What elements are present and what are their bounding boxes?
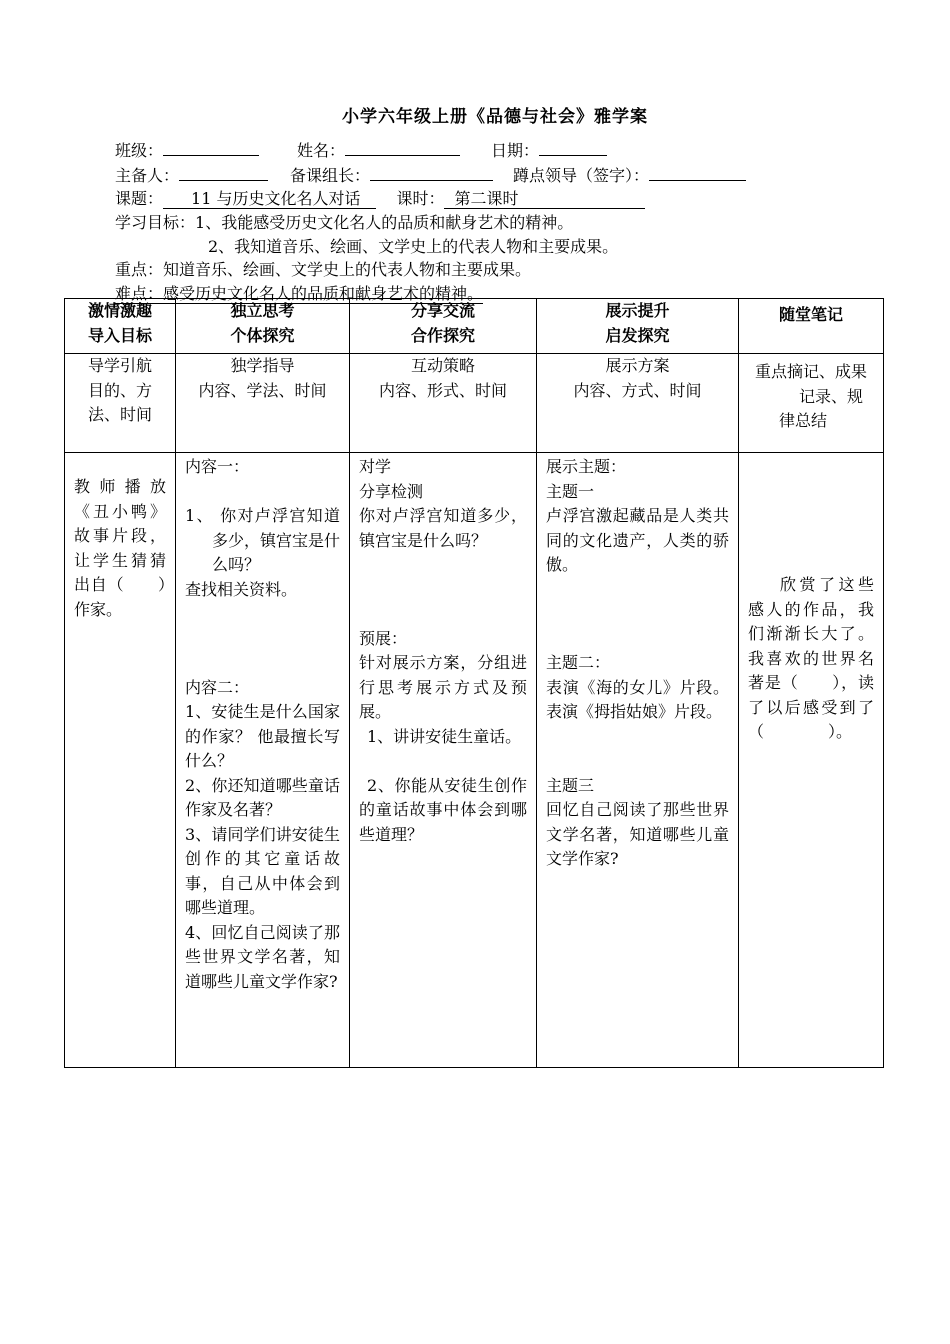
preview-item-2: 2、你能从安徒生创作的童话故事中体会到哪些道理？ [359,775,527,844]
share-label: 对学 [359,457,392,476]
subheader-col-3: 互动策略 内容、形式、时间 [350,354,537,453]
preview-label: 预展： [359,628,408,648]
period-value: 第二课时 [444,189,644,209]
content-2-q1: 1、安徒生是什么国家的作家？ 他最擅长写什么？ [185,702,340,770]
period-label: 课时： [396,189,445,208]
table-body-row [65,453,884,1068]
page-title: 小学六年级上册《品德与社会》雅学案 [342,107,648,127]
table-header-row [65,299,884,354]
preview-item-1: 1、讲讲安徒生童话。 [367,726,522,746]
topic-2-label: 主题二： [546,653,611,672]
content-2-q4: 4、回忆自己阅读了那些世界文学名著，知道哪些儿童文学作家? [185,922,340,991]
name-label: 姓名： [297,141,346,160]
goals-label: 学习目标： [115,213,196,232]
body-col-1 [65,453,176,1068]
preparer-blank [179,164,268,181]
class-label: 班级： [115,141,164,160]
body-col-3 [350,453,537,1068]
date-blank [539,139,607,156]
preparer-label: 主备人： [115,166,180,185]
name-blank [345,139,460,156]
body-col-5 [739,453,884,1068]
content-2-title: 内容二： [185,677,250,697]
key-point: 重点：知道音乐、绘画、文学史上的代表人物和主要成果。 [115,260,532,279]
header-col-3: 分享交流 合作探究 [350,299,537,354]
content-2-q3: 3、请同学们讲安徒生创作的其它童话故事，自己从中体会到哪些道理。 [185,824,340,917]
topic-2-text: 表演《海的女儿》片段。表演《拇指姑娘》片段。 [546,677,729,721]
group-leader-label: 备课组长： [290,166,371,185]
topic-1-text: 卢浮宫激起藏品是人类共同的文化遗产，人类的骄傲。 [546,506,729,574]
supervisor-blank [649,164,746,181]
goal-1: 1、我能感受历史文化名人的品质和献身艺术的精神。 [195,213,574,232]
group-leader-blank [370,164,493,181]
goal-2: 2、我知道音乐、绘画、文学史上的代表人物和主要成果。 [208,237,619,256]
preview-text: 针对展示方案，分组进行思考展示方式及预展。 [359,653,527,721]
notes-text: 欣赏了这些感人的作品，我们渐渐长大了。我喜欢的世界名著是（ ），读了以后感受到了（ ）。 [748,575,874,741]
body-col-4 [537,453,739,1068]
header-col-4: 展示提升 启发探究 [537,299,739,354]
header-col-5: 随堂笔记 [739,299,884,354]
info-row-topic [115,189,645,209]
info-row-preparer [115,164,746,186]
topic-1-label: 主题一 [546,481,595,501]
learning-goals [115,213,573,233]
table-subheader-row [65,354,884,453]
topic-3-text: 回忆自己阅读了那些世界文学名著，知道哪些儿童文学作家? [546,800,729,868]
share-question: 你对卢浮宫知道多少，镇宫宝是什么吗？ [359,506,527,550]
date-label: 日期： [491,141,540,160]
difficulty: 难点：感受历史文化名人的品质和献身艺术的精神。 [115,282,495,304]
subheader-col-4: 展示方案 内容、方式、时间 [537,354,739,453]
content-1-note: 查找相关资料。 [185,579,298,599]
class-blank [163,139,259,156]
lesson-table [64,298,884,1068]
topic-value: 11 与历史文化名人对话 [163,189,376,209]
supervisor-label: 蹲点领导（签字）： [513,166,650,185]
info-row-class [115,139,607,161]
intro-text: 教师播放《丑小鸭》故事片段，让学生猜猜出自（ ）作家。 [74,477,166,619]
body-col-2 [176,453,350,1068]
header-col-2: 独立思考 个体探究 [176,299,350,354]
content-1-question: 1、 你对卢浮宫知道多少，镇宫宝是什么吗？ [185,506,341,574]
subheader-col-1: 导学引航 目的、方 法、时间 [65,354,176,453]
topic-label: 课题： [115,189,164,208]
content-2-q2: 2、你还知道哪些童话作家及名著？ [185,775,340,819]
share-check-label: 分享检测 [359,481,424,501]
show-topic-label: 展示主题： [546,457,627,476]
subheader-col-5: 重点摘记、成果 记录、规 律总结 [739,354,884,453]
content-1-title: 内容一： [185,457,250,476]
subheader-col-2: 独学指导 内容、学法、时间 [176,354,350,453]
header-col-1: 激情激趣 导入目标 [65,299,176,354]
topic-3-label: 主题三 [546,775,595,795]
